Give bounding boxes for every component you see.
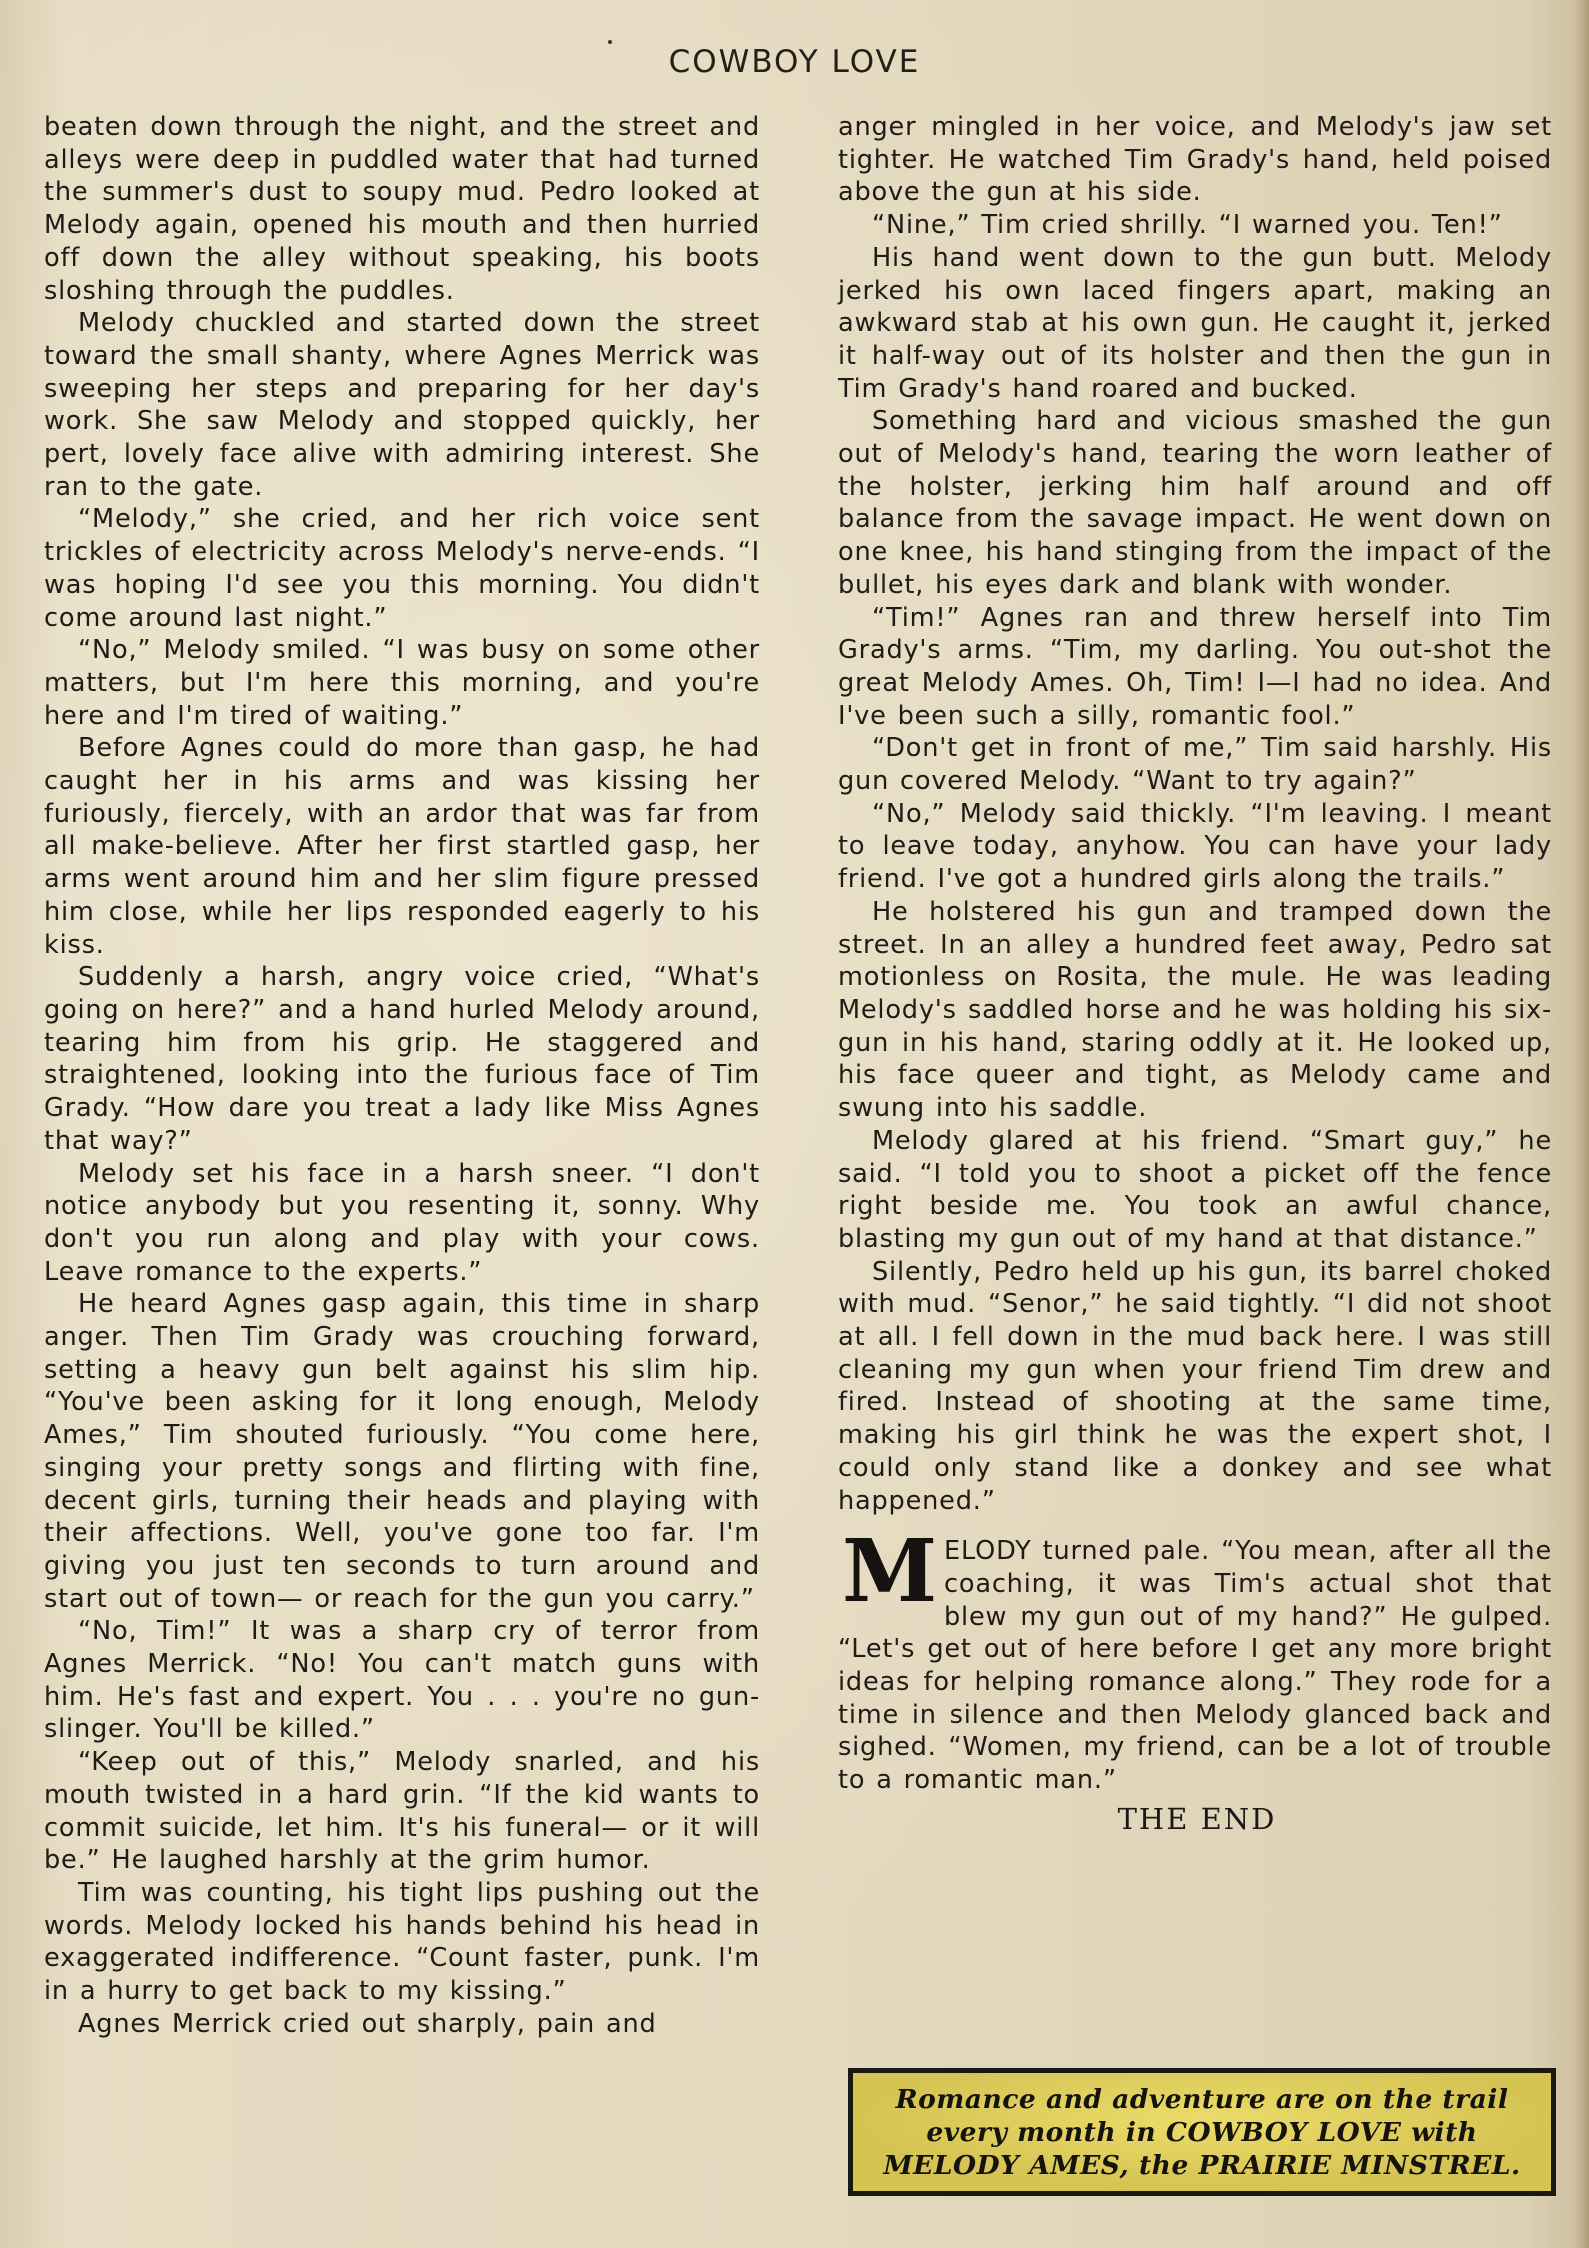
story-paragraph: “Nine,” Tim cried shrilly. “I warned you. Ten!” [872,210,1503,241]
story-paragraph: “No,” Melody said thickly. “I'm leaving. I meant to leave today, anyhow. You can have your lady friend. I've got a hundred girls along the trails.” [838,798,1552,895]
story-paragraph: “No, Tim!” It was a sharp cry of terror from Agnes Merrick. “No! You can't match guns with him. He's fast and expert. You . . . you're no gun-slinger. You'll be killed.” [44,1616,760,1745]
story-paragraph: Before Agnes could do more than gasp, he had caught her in his arms and was kissing her furiously, fiercely, with an ardor that was far from all make-believe. After her first startled gasp, her arms went around him and her slim figure pressed him close, while her lips responded eagerly to his kiss. [44,733,760,960]
story-paragraph: “Don't get in front of me,” Tim said harshly. His gun covered Melody. “Want to try again?” [838,733,1552,797]
drop-cap: M [842,1521,938,1623]
page-edge-shadow [1575,0,1589,2248]
story-paragraph: Tim was counting, his tight lips pushing out the words. Melody locked his hands behind his head in exaggerated indifference. “Count faster, punk. I'm in a hurry to get back to my kissing.” [44,1877,760,2007]
story-paragraph: “No,” Melody smiled. “I was busy on some other matters, but I'm here this morning, and you're here and I'm tired of waiting.” [44,635,760,731]
story-paragraph: Melody chuckled and started down the street toward the small shanty, where Agnes Merrick was sweeping her steps and preparing for her day's work. She saw Melody and stopped quickly, her pert, lovely face alive with admiring interest. She ran to the gate. [44,308,760,502]
right-column [838,111,1552,1836]
story-paragraph: His hand went down to the gun butt. Melody jerked his own laced fingers apart, making an awkward stab at his own gun. He caught it, jerked it half-way out of its holster and then the gun in Tim Grady's hand roared and bucked. [838,242,1552,404]
story-paragraph: He heard Agnes gasp again, this time in sharp anger. Then Tim Grady was crouching forward, setting a heavy gun belt against his slim hip. “You've been asking for it long enough, Melody Ames,” Tim shouted furiously. “You come here, singing your pretty songs and flirting with fine, decent girls, turning their heads and playing with their affections. Well, you've gone too far. I'm giving you just ten seconds to turn around and start out of town— or reach for the gun you carry.” [44,1289,760,1614]
story-paragraph: “Keep out of this,” Melody snarled, and his mouth twisted in a hard grin. “If the kid wants to commit suicide, let him. It's his funeral— or it will be.” He laughed harshly at the grim humor. [44,1747,760,1876]
story-paragraph: Silently, Pedro held up his gun, its barrel choked with mud. “Senor,” he said tightly. “I did not shoot at all. I fell down in the mud back here. I was still cleaning my gun when your friend Tim drew and fired. Instead of shooting at the same time, making his girl think he was the expert shot, I could only stand like a donkey and see what happened.” [838,1256,1552,1516]
promo-box [848,2068,1556,2196]
story-paragraph: He holstered his gun and tramped down the street. In an alley a hundred feet away, Pedro sat motionless on Rosita, the mule. He was leading Melody's saddled horse and he was holding his six-gun in his hand, staring oddly at it. He looked up, his face queer and tight, as Melody came and swung into his saddle. [838,896,1552,1124]
story-paragraph: Agnes Merrick cried out sharply, pain and [78,2008,657,2039]
story-paragraph: Melody glared at his friend. “Smart guy,” he said. “I told you to shoot a picket off the fence right beside me. You took an awful chance, blasting my gun out of my hand at that distance.” [838,1125,1552,1254]
promo-text [883,2083,1520,2182]
story-paragraph: “Tim!” Agnes ran and threw herself into Tim Grady's arms. “Tim, my darling. You out-shot the great Melody Ames. Oh, Tim! I—I had no idea. And I've been such a silly, romantic fool.” [838,602,1552,731]
left-column [44,111,760,2040]
final-paragraph-text: ELODY turned pale. “You mean, after all the coaching, it was Tim's actual shot that blew my gun out of my hand?” He gulped. “Let's get out of here before I get any more bright ideas for helping romance along.” They rode for a time in silence and then Melody glanced back and sighed. “Women, my friend, can be a lot of trouble to a romantic man.” [838,1536,1552,1796]
promo-line: Romance and adventure are on the trail [895,2083,1509,2115]
promo-line: MELODY AMES, the PRAIRIE MINSTREL. [883,2149,1521,2181]
story-paragraph: Something hard and vicious smashed the gun out of Melody's hand, tearing the worn leather of the holster, jerking him half around and off balance from the savage impact. He went down on one knee, his hand stinging from the impact of the bullet, his eyes dark and blank with wonder. [838,406,1552,600]
story-paragraph: “Melody,” she cried, and her rich voice sent trickles of electricity across Melody's nerve-ends. “I was hoping I'd see you this morning. You didn't come around last night.” [44,504,760,633]
the-end: THE END [1117,1801,1277,1836]
story-paragraph: Melody set his face in a harsh sneer. “I don't notice anybody but you resenting it, sonny. Why don't you run along and play with your cows. Leave romance to the experts.” [44,1158,760,1287]
story-paragraph: beaten down through the night, and the street and alleys were deep in puddled water that had turned the summer's dust to soupy mud. Pedro looked at Melody again, opened his mouth and then hurried off down the alley without speaking, his boots sloshing through the puddles. [44,112,760,306]
running-title: COWBOY LOVE [668,44,921,80]
promo-line: every month in COWBOY LOVE with [926,2116,1478,2148]
story-paragraph: anger mingled in her voice, and Melody's jaw set tighter. He watched Tim Grady's hand, held poised above the gun at his side. [838,112,1552,208]
story-paragraph: Suddenly a harsh, angry voice cried, “What's going on here?” and a hand hurled Melody around, tearing him from his grip. He staggered and straightened, looking into the furious face of Tim Grady. “How dare you treat a lady like Miss Agnes that way?” [44,962,760,1156]
final-paragraph [838,1521,1552,1797]
